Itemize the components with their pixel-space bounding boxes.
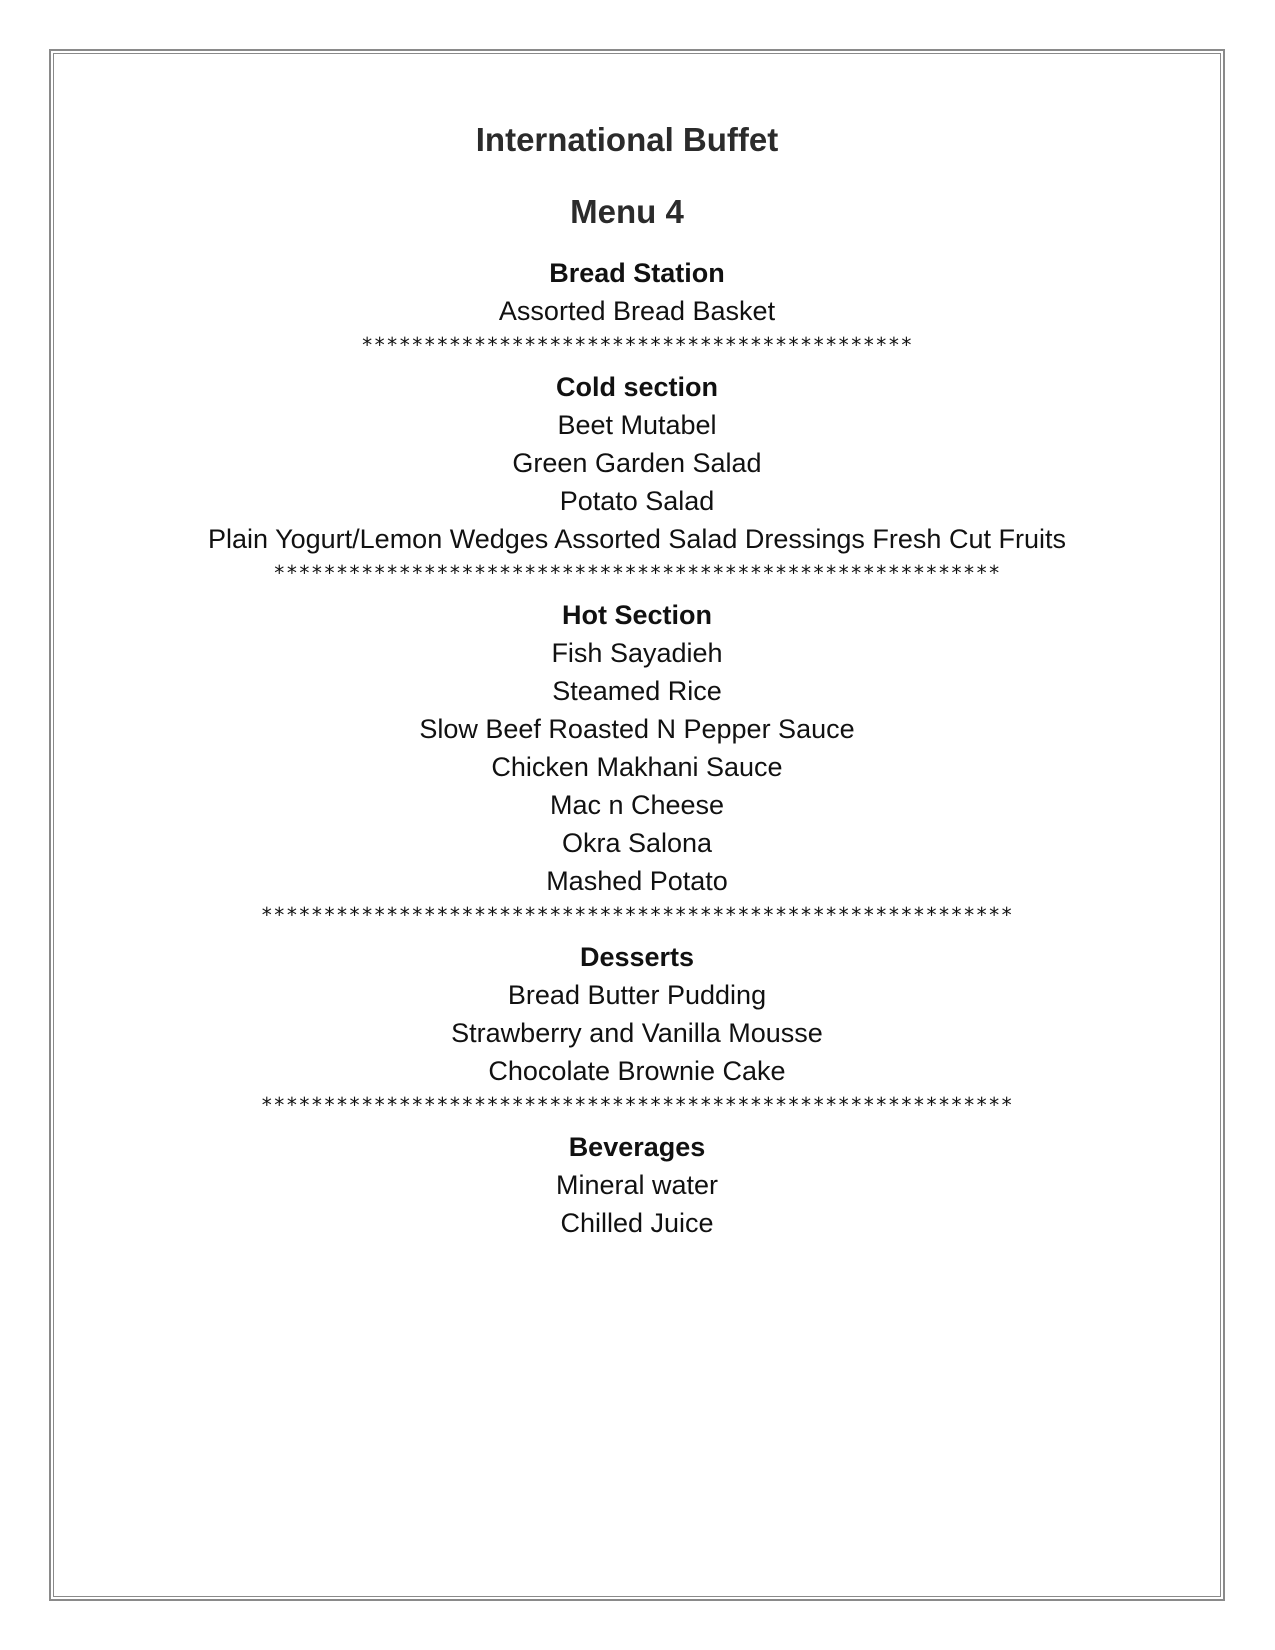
section-desserts [53,938,1221,1090]
section-beverages [53,1128,1221,1242]
menu-item: Chicken Makhani Sauce [491,752,783,782]
section-hot [53,596,1221,900]
section-divider: ******************************************** [361,333,913,357]
section-heading: Desserts [579,942,695,972]
section-cold [53,368,1221,558]
menu-item: Okra Salona [561,828,713,858]
menu-item: Green Garden Salad [512,448,762,478]
menu-item: Strawberry and Vanilla Mousse [451,1018,823,1048]
menu-item: Slow Beef Roasted N Pepper Sauce [419,714,855,744]
menu-sections [53,254,1221,1242]
menu-number: Menu 4 [570,193,684,230]
section-heading: Beverages [568,1132,706,1162]
section-divider: ********************************************************** [273,561,1001,585]
menu-item: Plain Yogurt/Lemon Wedges Assorted Salad Dressings Fresh Cut Fruits [208,524,1066,554]
menu-item: Potato Salad [559,486,715,516]
menu-item: Mineral water [555,1170,719,1200]
section-divider: ************************************************************ [260,903,1014,927]
menu-item: Chilled Juice [560,1208,714,1238]
section-heading: Bread Station [549,258,725,288]
menu-item: Chocolate Brownie Cake [488,1056,786,1086]
menu-item: Mac n Cheese [549,790,725,820]
menu-item: Bread Butter Pudding [507,980,767,1010]
menu-item: Assorted Bread Basket [498,296,776,326]
menu-document [53,108,1221,1242]
section-bread-station [53,254,1221,330]
menu-item: Mashed Potato [546,866,728,896]
menu-item: Steamed Rice [552,676,722,706]
section-divider: ************************************************************ [260,1093,1014,1117]
menu-item: Beet Mutabel [557,410,717,440]
document-title: International Buffet [475,121,779,158]
section-heading: Cold section [555,372,718,402]
section-heading: Hot Section [561,600,712,630]
menu-item: Fish Sayadieh [551,638,723,668]
